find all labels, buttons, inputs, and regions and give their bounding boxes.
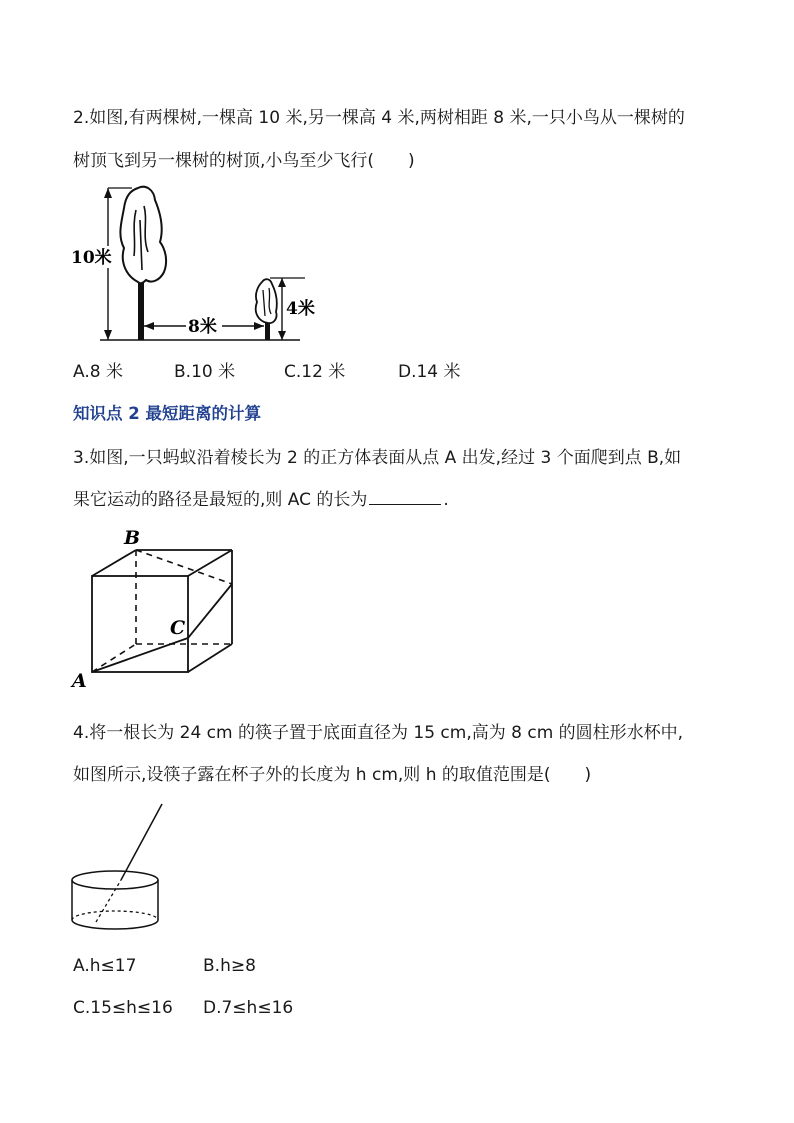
q4-line2-text: 如图所示,设筷子露在杯子外的长度为 h cm,则 h 的取值范围是( <box>73 765 551 785</box>
q2-option-b[interactable]: B.10 米 <box>174 362 236 382</box>
chopstick-outside <box>121 804 162 880</box>
q3-line2 <box>73 486 449 512</box>
q4-line1: 4.将一根长为 24 cm 的筷子置于底面直径为 15 cm,高为 8 cm 的圆柱形水杯中, <box>73 723 684 743</box>
q2-option-c[interactable]: C.12 米 <box>284 362 346 382</box>
section-heading: 知识点 2 最短距离的计算 <box>73 404 261 423</box>
tall-tree-crown <box>120 187 166 284</box>
label-10m: 10米 <box>71 248 112 268</box>
chopstick-inside <box>96 880 121 922</box>
q2-close-paren: ) <box>408 151 415 171</box>
label-8m: 8米 <box>188 317 217 337</box>
path-c-to-edge <box>188 584 232 638</box>
q2-line2 <box>73 149 415 173</box>
q3-line1: 3.如图,一只蚂蚁沿着棱长为 2 的正方体表面从点 A 出发,经过 3 个面爬到点 B,如 <box>73 448 682 468</box>
q4-close-paren: ) <box>584 765 592 785</box>
point-c-label: C <box>170 617 186 639</box>
q4-option-c[interactable]: C.15≤h≤16 <box>73 998 173 1018</box>
q3-end: . <box>443 490 449 510</box>
label-4m: 4米 <box>286 299 315 319</box>
q4-option-d[interactable]: D.7≤h≤16 <box>203 998 294 1018</box>
trees-figure <box>60 180 330 350</box>
q4-option-b[interactable]: B.h≥8 <box>203 956 256 976</box>
q3-line2-text: 果它运动的路径是最短的,则 AC 的长为 <box>73 490 368 510</box>
q2-line2-text: 树顶飞到另一棵树的树顶,小鸟至少飞行( <box>73 151 375 171</box>
q2-option-a[interactable]: A.8 米 <box>73 362 123 382</box>
point-a-label: A <box>72 670 87 692</box>
q2-line1: 2.如图,有两棵树,一棵高 10 米,另一棵高 4 米,两树相距 8 米,一只小鸟从一棵树的 <box>73 108 685 128</box>
q2-option-d[interactable]: D.14 米 <box>398 362 461 382</box>
q4-option-a[interactable]: A.h≤17 <box>73 956 137 976</box>
short-tree-crown <box>256 279 277 323</box>
tall-tree-trunk <box>138 278 144 340</box>
point-b-label: B <box>124 527 141 549</box>
q4-line2 <box>73 763 591 787</box>
cube-figure <box>66 522 256 692</box>
path-a-to-c <box>92 638 188 672</box>
cup-figure <box>66 800 176 940</box>
q3-answer-blank[interactable] <box>369 486 441 505</box>
cup-rim <box>72 871 158 889</box>
